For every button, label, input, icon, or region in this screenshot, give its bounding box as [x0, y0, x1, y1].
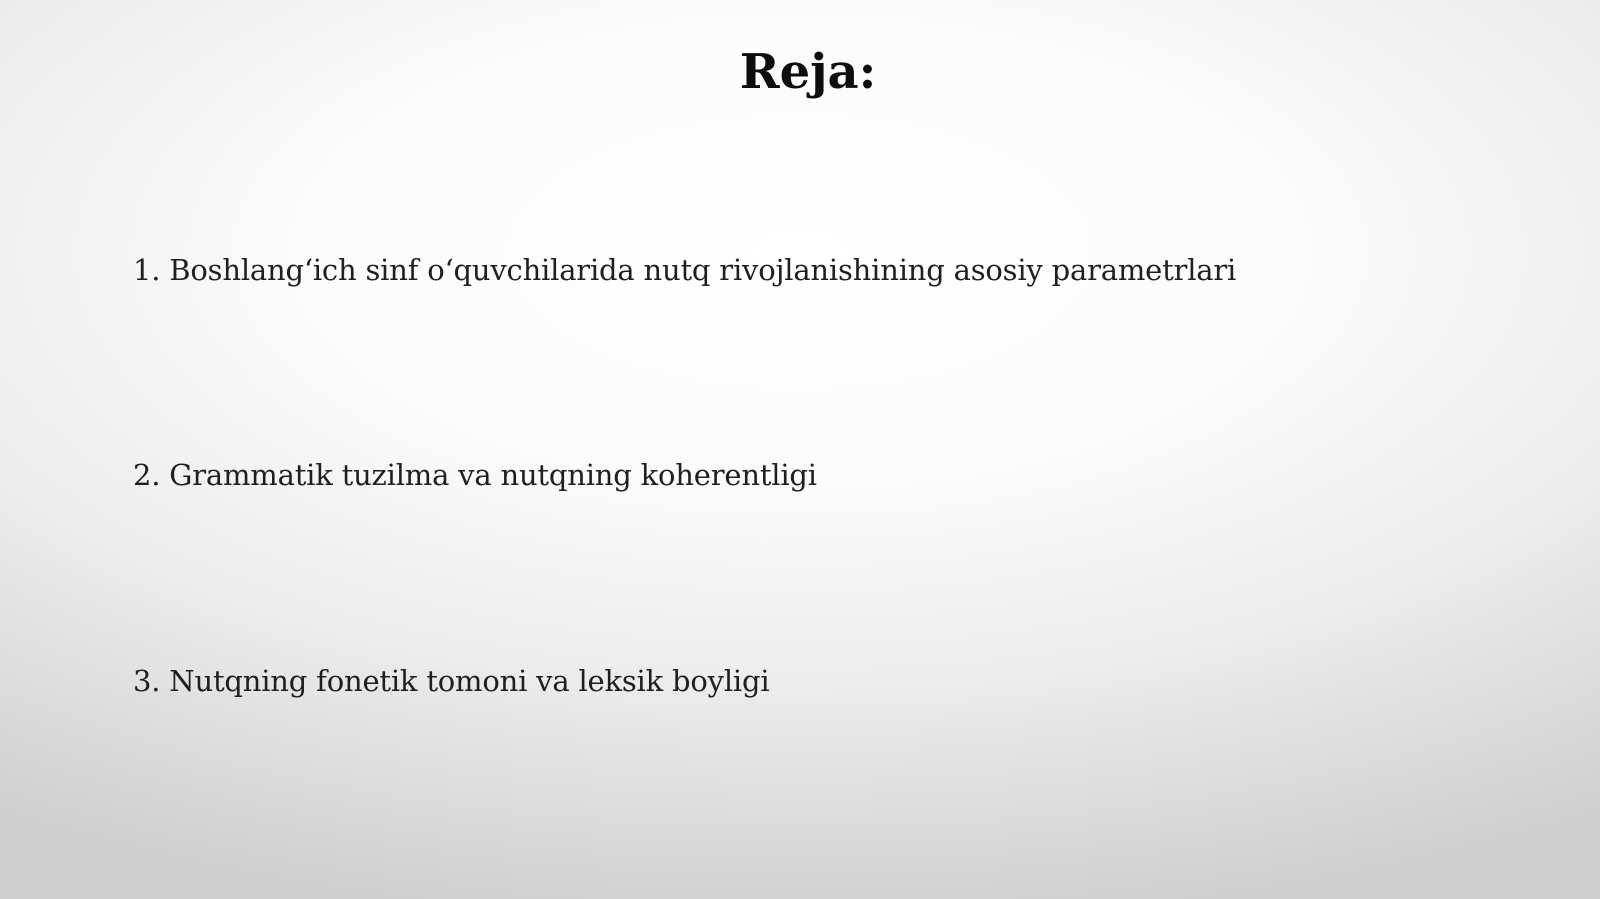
- plan-item-1: 1. Boshlang‘ich sinf o‘quvchilarida nutq rivojlanishining asosiy parametrlari: [133, 253, 1237, 287]
- plan-item-2: 2. Grammatik tuzilma va nutqning koherentligi: [133, 458, 817, 492]
- plan-item-3: 3. Nutqning fonetik tomoni va leksik boyligi: [133, 664, 770, 698]
- slide-title: Reja:: [739, 44, 877, 100]
